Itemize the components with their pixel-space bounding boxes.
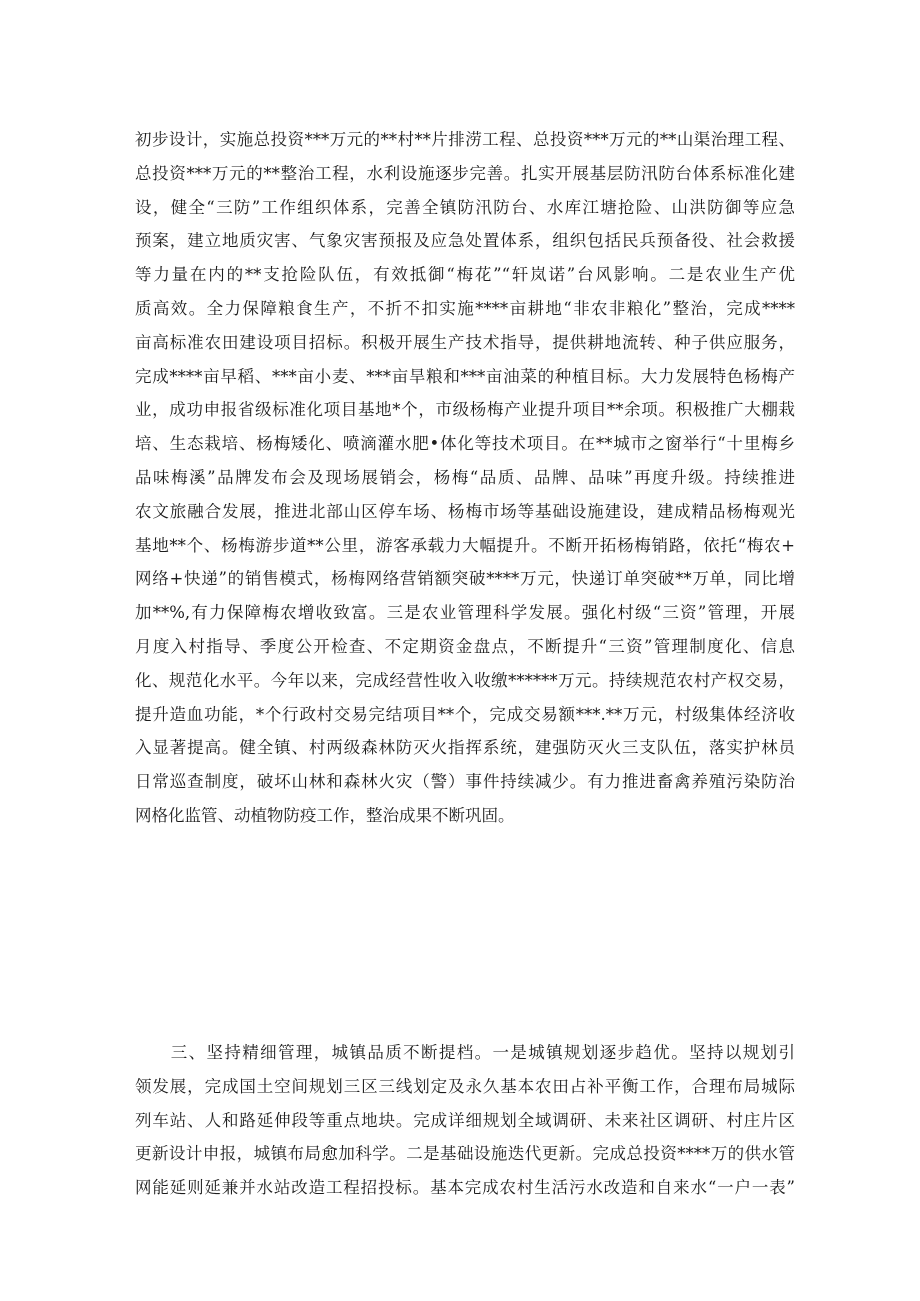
text-line: 初步设计，实施总投资***万元的**村**片排涝工程、总投资***万元的**山渠治理工程、 [135,130,795,149]
text-line: 提升造血功能，*个行政村交易完结项目**个，完成交易额***.**万元，村级集体经济收 [135,704,795,724]
text-line: 三、坚持精细管理，城镇品质不断提档。一是城镇规划逐步趋优。坚持以规划引 [135,1043,795,1062]
paragraph-urban-management [135,1036,795,1205]
text-line: 设，健全“三防”工作组织体系，完善全镇防汛防台、水库江塘抢险、山洪防御等应急 [135,197,795,217]
text-line: 品味梅溪”品牌发布会及现场展销会，杨梅“品质、品牌、品味”再度升级。持续推进 [135,467,795,487]
text-line: 网络+快递”的销售模式，杨梅网络营销额突破****万元，快递订单突破**万单，同比增 [135,569,795,589]
paragraph-agriculture [135,123,795,833]
text-line: 更新设计申报，城镇布局愈加科学。二是基础设施迭代更新。完成总投资****万的供水管 [135,1144,795,1164]
text-line: 加**%,有力保障梅农增收致富。三是农业管理科学发展。强化村级“三资”管理，开展 [135,603,795,623]
text-line: 基地**个、杨梅游步道**公里，游客承载力大幅提升。不断开拓杨梅销路，依托“梅农+ [135,535,795,555]
text-line: 月度入村指导、季度公开检查、不定期资金盘点，不断提升“三资”管理制度化、信息 [135,636,795,656]
text-line: 质高效。全力保障粮食生产，不折不扣实施****亩耕地“非农非粮化”整治，完成**** [135,298,795,318]
text-line: 完成****亩早稻、***亩小麦、***亩旱粮和***亩油菜的种植目标。大力发展特色杨梅产 [135,366,795,386]
text-line: 入显著提高。健全镇、村两级森林防灭火指挥系统，建强防灭火三支队伍，落实护林员 [135,738,795,758]
text-line: 领发展，完成国土空间规划三区三线划定及永久基本农田占补平衡工作，合理布局城际 [135,1076,795,1096]
text-line: 农文旅融合发展，推进北部山区停车场、杨梅市场等基础设施建设，建成精品杨梅观光 [135,501,795,521]
text-line: 网格化监管、动植物防疫工作，整治成果不断巩固。 [135,805,515,825]
text-line: 列车站、人和路延伸段等重点地块。完成详细规划全域调研、未来社区调研、村庄片区 [135,1110,795,1130]
text-line: 日常巡查制度，破坏山林和森林火灾（警）事件持续减少。有力推进畜禽养殖污染防治 [135,772,795,792]
text-line: 培、生态栽培、杨梅矮化、喷滴灌水肥•体化等技术项目。在**城市之窗举行“十里梅乡 [135,434,795,454]
text-line: 预案，建立地质灾害、气象灾害预报及应急处置体系，组织包括民兵预备役、社会救援 [135,231,795,251]
text-line: 亩高标准农田建设项目招标。积极开展生产技术指导，提供耕地流转、种子供应服务， [135,332,795,352]
text-line: 网能延则延兼并水站改造工程招投标。基本完成农村生活污水改造和自来水“一户一表” [135,1178,795,1198]
text-line: 业，成功申报省级标准化项目基地*个，市级杨梅产业提升项目**余项。积极推广大棚栽 [135,400,795,420]
text-line: 化、规范化水平。今年以来，完成经营性收入收缴******万元。持续规范农村产权交易， [135,670,795,690]
text-line: 总投资***万元的**整治工程，水利设施逐步完善。扎实开展基层防汛防台体系标准化建 [135,163,795,183]
text-line: 等力量在内的**支抢险队伍，有效抵御“梅花”“轩岚诺”台风影响。二是农业生产优 [135,265,795,285]
